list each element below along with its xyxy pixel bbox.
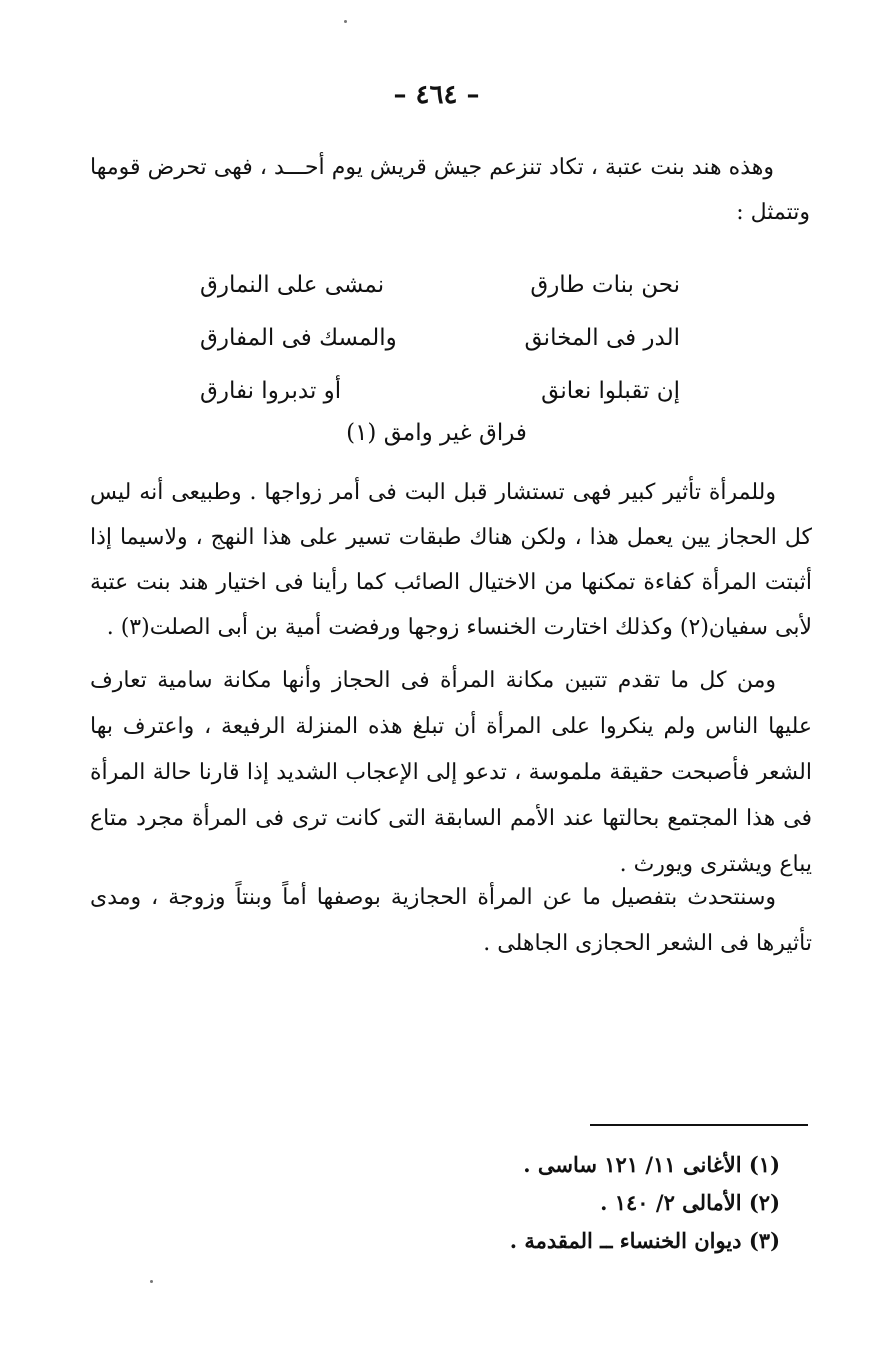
- scan-speck: [150, 1280, 153, 1283]
- verse-second-hemistich: أو تدبروا نفارق: [200, 377, 342, 404]
- footnote-3: (٣) ديوان الخنساء ــ المقدمة .: [509, 1228, 780, 1253]
- scan-speck: [344, 20, 347, 23]
- footnotes: [460, 1146, 780, 1260]
- page-number: – ٤٦٤ –: [393, 80, 480, 110]
- paragraph-conclusion: وسنتحدث بتفصيل ما عن المرأة الحجازية بوصفها أماً وبنتاً وزوجة ، ومدى تأثيرها فى الشعر الحجازى الجاهلى .: [90, 885, 812, 956]
- footnote-2: (٢) الأمالى ٢/ ١٤٠ .: [600, 1190, 780, 1215]
- poem-last-line: فراق غير وامق (١): [346, 420, 527, 446]
- verse-second-hemistich: والمسك فى المفارق: [200, 324, 397, 351]
- poem-verse: [200, 364, 680, 417]
- verse-first-hemistich: إن تقبلوا نعانق: [541, 377, 680, 404]
- verse-first-hemistich: نحن بنات طارق: [530, 271, 680, 298]
- poem-verse: [200, 258, 680, 311]
- paragraph-woman-influence: وللمرأة تأثير كبير فهى تستشار قبل البت فى أمر زواجها . وطبيعى أنه ليس كل الحجاز يين يعمل هذا ، ولكن هناك طبقات تسير على هذا النهج ، ولاسيما إذا أثبتت المرأة كفاءة تمكنها من الاختيال الصائب كما رأينا فى اختيار هند بنت عتبة لأبى سفيان(٢) وكذلك اختارت الخنساء زوجها ورفضت أمية بن أبى الصلت(٣) .: [90, 480, 812, 640]
- verse-first-hemistich: الدر فى المخانق: [524, 324, 680, 351]
- footnote-divider: [590, 1124, 808, 1126]
- poem-verse: [200, 311, 680, 364]
- paragraph-woman-status: ومن كل ما تقدم تتبين مكانة المرأة فى الحجاز وأنها مكانة سامية تعارف عليها الناس ولم ينكروا على المرأة أن تبلغ هذه المنزلة الرفيعة ، واعترف بها الشعر فأصبحت حقيقة ملموسة ، تدعو إلى الإعجاب الشديد إذا قارنا حالة المرأة فى هذا المجتمع بحالتها عند الأمم السابقة التى كانت ترى فى المرأة مجرد متاع يباع ويشترى ويورث .: [90, 668, 812, 877]
- paragraph-hind-intro: وهذه هند بنت عتبة ، تكاد تنزعم جيش قريش يوم أحـــد ، فهى تحرض قومها وتتمثل :: [90, 155, 810, 225]
- verse-second-hemistich: نمشى على النمارق: [200, 271, 385, 298]
- footnote-1: (١) الأغانى ١١/ ١٢١ ساسى .: [523, 1152, 780, 1177]
- poem: [200, 258, 680, 417]
